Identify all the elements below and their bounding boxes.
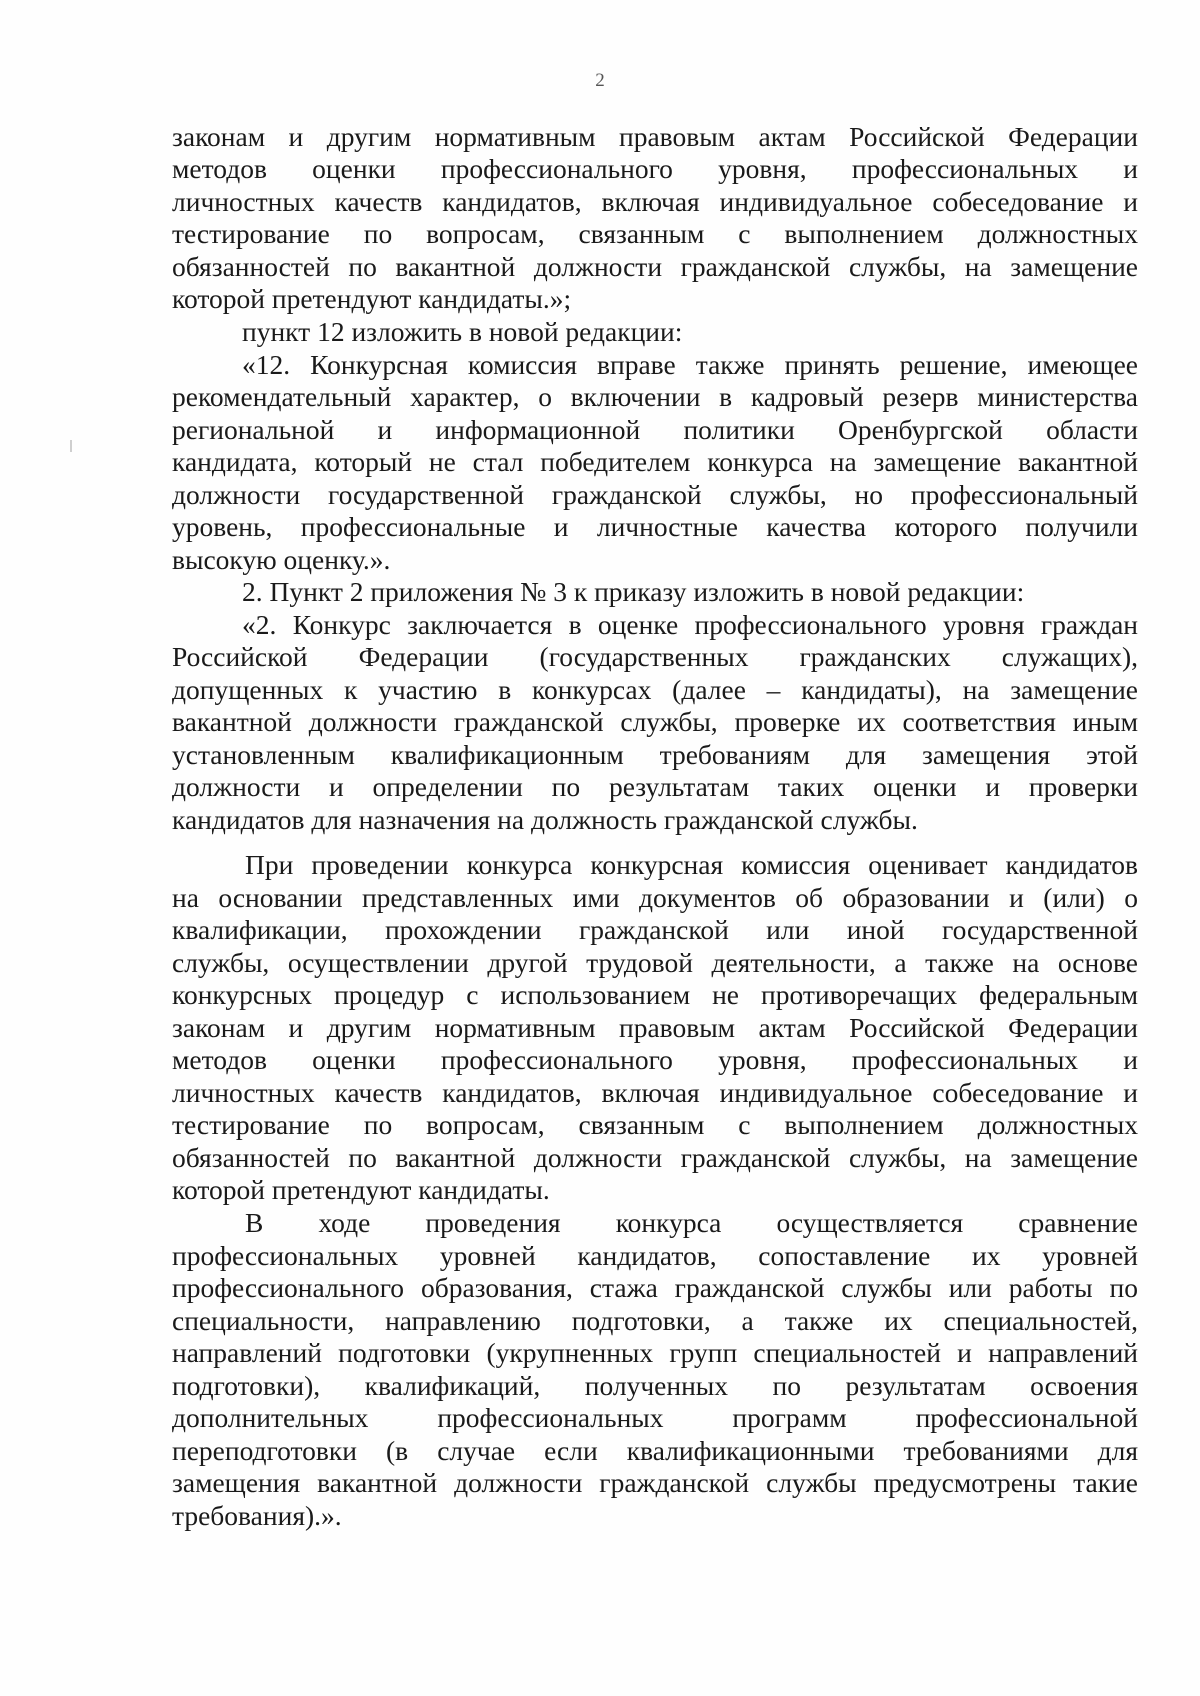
text-line: специальности, направлению подготовки, а также их специальностей, [172,1305,1138,1336]
text-line: на основании представленных ими документов об образовании и (или) о [172,882,1138,913]
text-line: требования).». [172,1500,342,1531]
text-line: В ходе проведения конкурса осуществляется сравнение [245,1207,1138,1238]
text-line: подготовки), квалификаций, полученных по результатам освоения [172,1370,1138,1401]
text-line: методов оценки профессионального уровня, профессиональных и [172,153,1138,184]
text-line: уровень, профессиональные и личностные качества которого получили [172,511,1138,542]
text-line: методов оценки профессионального уровня, профессиональных и [172,1044,1138,1075]
text-line: законам и другим нормативным правовым актам Российской Федерации [172,121,1138,152]
text-line: личностных качеств кандидатов, включая индивидуальное собеседование и [172,1077,1138,1108]
text-line: должности государственной гражданской службы, но профессиональный [172,479,1138,510]
text-line: установленным квалификационным требованиям для замещения этой [172,739,1138,770]
text-line: должности и определении по результатам таких оценки и проверки [172,771,1138,802]
text-line: направлений подготовки (укрупненных групп специальностей и направлений [172,1337,1138,1368]
text-line: кандидатов для назначения на должность гражданской службы. [172,804,918,835]
text-line: кандидата, который не стал победителем конкурса на замещение вакантной [172,446,1138,477]
text-line: конкурсных процедур с использованием не противоречащих федеральным [172,979,1138,1010]
text-line: переподготовки (в случае если квалификационными требованиями для [172,1435,1138,1466]
text-line: службы, осуществлении другой трудовой деятельности, а также на основе [172,947,1138,978]
text-line: вакантной должности гражданской службы, проверке их соответствия иным [172,706,1138,737]
text-line: обязанностей по вакантной должности гражданской службы, на замещение [172,251,1138,282]
text-line: региональной и информационной политики Оренбургской области [172,414,1138,445]
text-line: «2. Конкурс заключается в оценке профессионального уровня граждан [242,609,1138,640]
text-line: законам и другим нормативным правовым актам Российской Федерации [172,1012,1138,1043]
text-line: профессиональных уровней кандидатов, сопоставление их уровней [172,1240,1138,1271]
text-line: высокую оценку.». [172,544,391,575]
text-line: «12. Конкурсная комиссия вправе также принять решение, имеющее [242,349,1138,380]
text-line: которой претендуют кандидаты. [172,1174,550,1205]
text-line: квалификации, прохождении гражданской или иной государственной [172,914,1138,945]
text-line: При проведении конкурса конкурсная комиссия оценивает кандидатов [245,849,1138,880]
text-line: тестирование по вопросам, связанным с выполнением должностных [172,1109,1138,1140]
text-line: допущенных к участию в конкурсах (далее – кандидаты), на замещение [172,674,1138,705]
text-line: обязанностей по вакантной должности гражданской службы, на замещение [172,1142,1138,1173]
page-number: 2 [595,70,605,91]
text-line: дополнительных профессиональных программ профессиональной [172,1402,1138,1433]
text-line: замещения вакантной должности гражданской службы предусмотрены такие [172,1467,1138,1498]
scan-artifact [70,440,72,452]
text-line: тестирование по вопросам, связанным с выполнением должностных [172,218,1138,249]
text-line: которой претендуют кандидаты.»; [172,283,572,314]
text-line: профессионального образования, стажа гражданской службы или работы по [172,1272,1138,1303]
text-line: рекомендательный характер, о включении в кадровый резерв министерства [172,381,1138,412]
text-line: личностных качеств кандидатов, включая индивидуальное собеседование и [172,186,1138,217]
text-line: пункт 12 изложить в новой редакции: [242,316,683,347]
text-line: 2. Пункт 2 приложения № 3 к приказу изложить в новой редакции: [242,576,1025,607]
text-line: Российской Федерации (государственных гражданских служащих), [172,641,1138,672]
